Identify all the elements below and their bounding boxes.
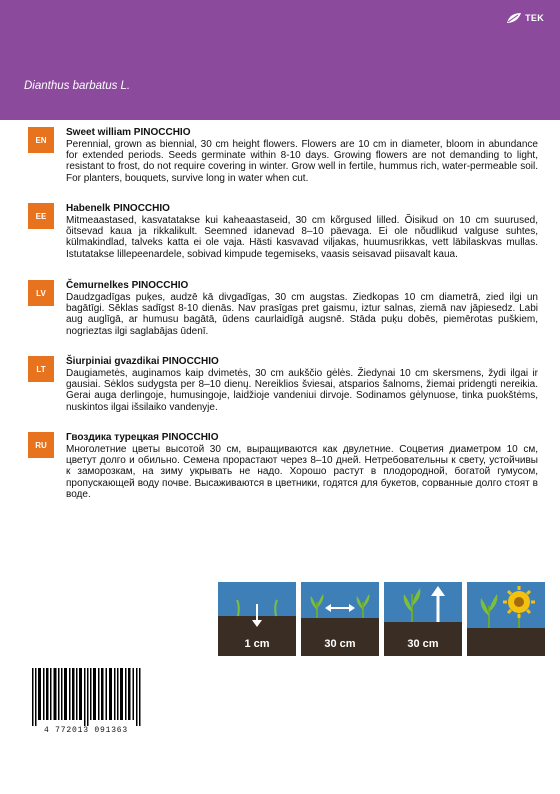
language-badge-ee: EE	[28, 203, 54, 229]
barcode-bars	[28, 668, 144, 726]
brand-name: TEK	[525, 13, 544, 23]
section-title: Čemurnelkes PINOCCHIO	[66, 280, 189, 291]
step-flowering	[467, 582, 545, 656]
section-en	[28, 127, 538, 184]
step-label: 30 cm	[324, 638, 356, 650]
section-text: Mitmeaastased, kasvatatakse kui kaheaastaseid, 30 cm kõrgused lilled. Õisikud on 10 cm suurused, õitsevad kaua ja rikkalikult. Seemned idanevad 8–10 päevaga. Ei ole nõudlikud valguse suhtes, külmakindlad, talveks katta ei ole vaja. Hästi kasvavad viljakas, huumusrikkas, vett läbilaskvas mullas. Istutatakse lillepeenardele, sobivad kimpude tegemiseks, vaasis seisavad piisavalt kaua.	[66, 215, 538, 260]
sun-flower-icon	[467, 582, 545, 656]
section-text: Daugiametės, auginamos kaip dvimetės, 30 cm aukščio gėlės. Žiedynai 10 cm skersmens, žydi ilgai ir gausiai. Sėklos sudygsta per 8–10 dienų. Nereiklios šviesai, atsparios šalnoms, žiemai pridengti nereikia. Gerai auga derlingoje, humusingoje, laidžioje vandeniui dirvoje. Sodinamos gėlynuose, tinka puokštėms, nuskintos ilgai išsilaiko vandenyje.	[66, 368, 538, 413]
section-title: Sweet william PINOCCHIO	[66, 127, 191, 138]
step-sowing-depth	[218, 582, 296, 656]
language-badge-lt: LT	[28, 356, 54, 382]
section-title: Šiurpiniai gvazdikai PINOCCHIO	[66, 356, 219, 367]
step-plant-spacing	[301, 582, 379, 656]
language-badge-en: EN	[28, 127, 54, 153]
barcode	[28, 668, 144, 738]
leaf-logo-icon	[506, 12, 522, 24]
section-lv	[28, 280, 538, 337]
barcode-number: 4 772013 091363	[43, 726, 128, 735]
section-text: Perennial, grown as biennial, 30 cm height flowers. Flowers are 10 cm in diameter, bloom in abundance for extended periods. Seeds germinate within 8-10 days. Growing flowers are not demanding to light, resistant to frost, do not require covering in winter. Grow well in fertile, hummus rich, water-permeable soil. For planters, bouquets, survive long in water when cut.	[66, 139, 538, 184]
language-badge-ru: RU	[28, 432, 54, 458]
step-label: 1 cm	[244, 638, 270, 650]
step-plant-height	[384, 582, 462, 656]
header-band	[0, 0, 560, 120]
planting-steps	[218, 582, 545, 656]
section-title: Гвоздика турецкая PINOCCHIO	[66, 432, 219, 443]
section-title: Habenelk PINOCCHIO	[66, 203, 170, 214]
latin-name: Dianthus barbatus L.	[24, 80, 131, 92]
section-text: Многолетние цветы высотой 30 см, выращиваются как двулетние. Соцветия диаметром 10 см, цветут долго и обильно. Семена прорастают через 8–10 дней. Нетребовательны к свету, устойчивы к заморозкам, на зиму укрывать не надо. Хорошо растут в плодородной, богатой гумусом, пропускающей воду почве. Высаживаются в цветники, годятся для букетов, сорванные долго стоят в воде.	[66, 444, 538, 500]
brand-logo	[506, 12, 544, 24]
section-lt	[28, 356, 538, 413]
section-text: Daudzgadīgas puķes, audzē kā divgadīgas, 30 cm augstas. Ziedkopas 10 cm diametrā, zied ilgi un bagātīgi. Sēklas sadīgst 8-10 dienās. Nav prasīgas pret gaismu, iztur salnas, ziemā nav jāpiesedz. Labi aug auglīgā, ar humusu bagātā, ūdens caurlaidīgā augsnē. Stāda puķu dobēs, piemērotas puškiem, nogrieztas ilgi saglabājas ūdenī.	[66, 292, 538, 337]
section-ee	[28, 203, 538, 260]
step-label: 30 cm	[407, 638, 439, 650]
language-badge-lv: LV	[28, 280, 54, 306]
section-ru	[28, 432, 538, 500]
